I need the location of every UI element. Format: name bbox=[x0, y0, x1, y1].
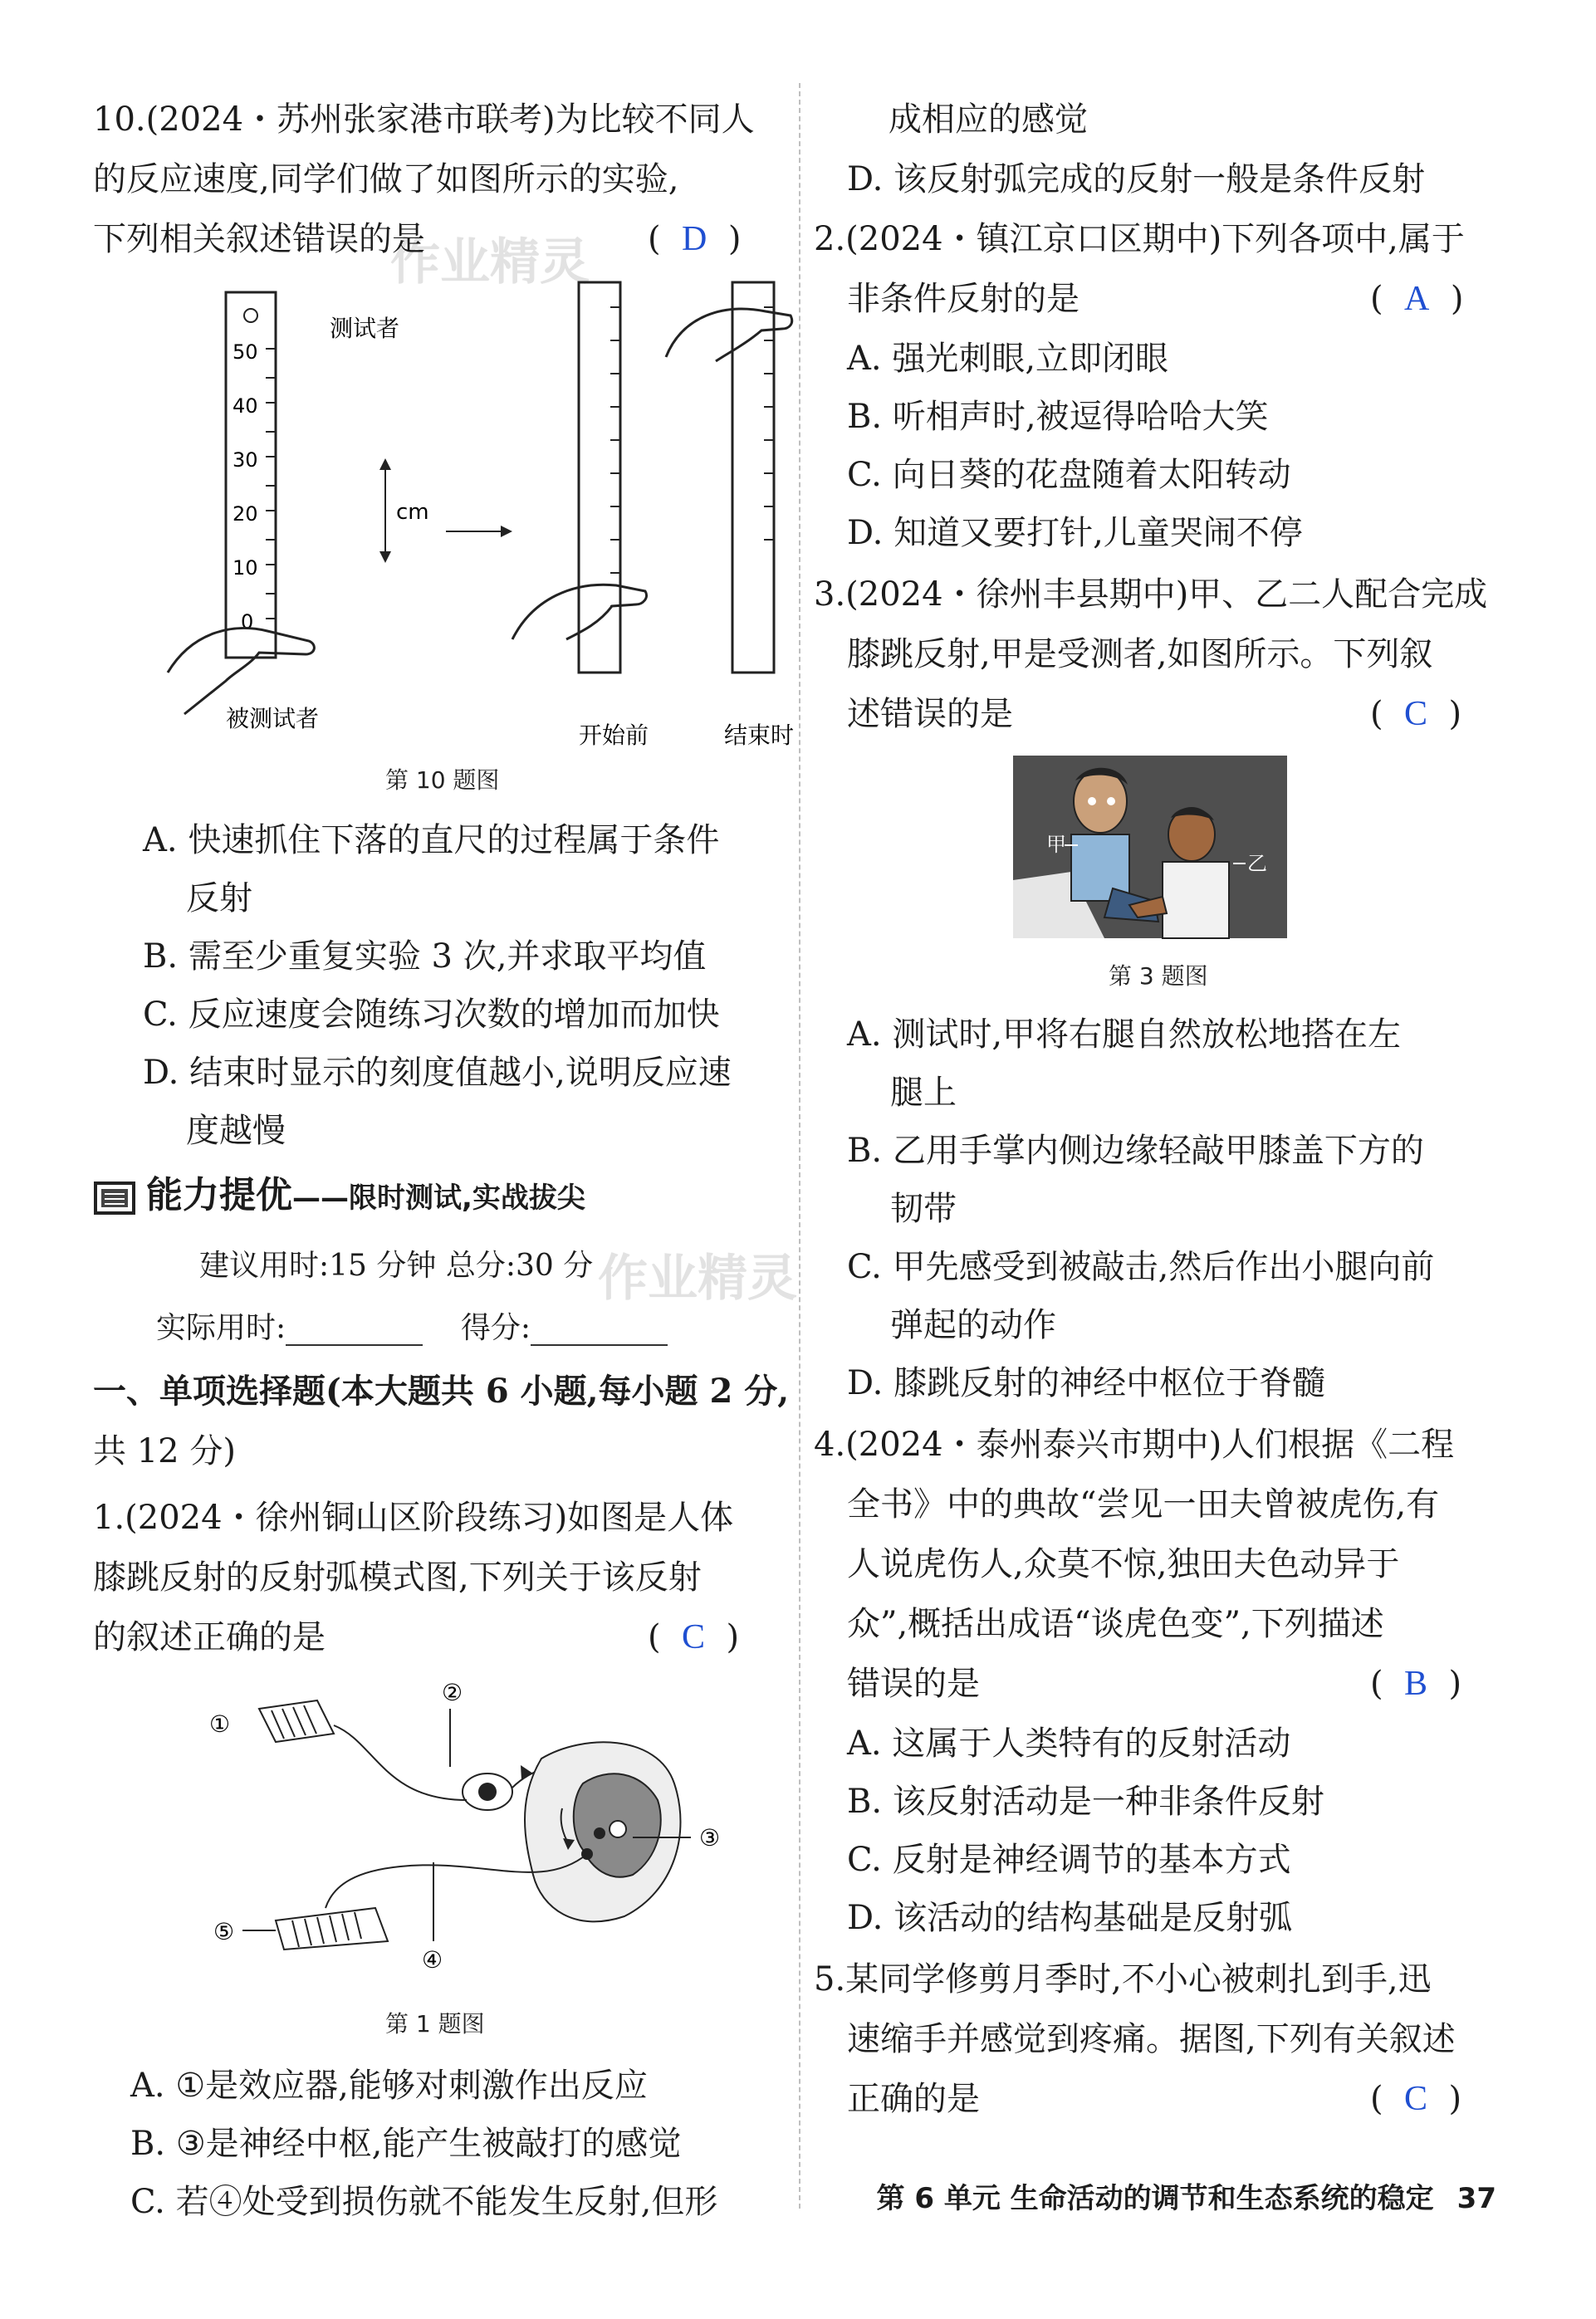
q4-option-d: D. 该活动的结构基础是反射弧 bbox=[847, 1899, 1293, 1937]
q10-option-b: B. 需至少重复实验 3 次,并求取平均值 bbox=[143, 937, 707, 976]
q2-option-b: B. 听相声时,被逗得哈哈大笑 bbox=[847, 398, 1269, 436]
q4-answer: ( B ) bbox=[1370, 1665, 1462, 1703]
q1-option-c: C. 若④处受到损伤就不能发生反射,但形 bbox=[130, 2183, 718, 2221]
label-unit: cm bbox=[396, 500, 429, 525]
q1-option-a: A. ①是效应器,能够对刺激作出反应 bbox=[130, 2067, 648, 2105]
label-before: 开始前 bbox=[579, 722, 649, 749]
q3-caption: 第 3 题图 bbox=[1109, 962, 1208, 990]
q1-answer: ( C ) bbox=[648, 1618, 740, 1656]
q1-line-3: 的叙述正确的是 bbox=[93, 1618, 326, 1656]
q5-line-3: 正确的是 bbox=[847, 2080, 980, 2118]
q2-line-2: 非条件反射的是 bbox=[847, 280, 1080, 318]
tick-label: 10 bbox=[233, 556, 258, 580]
q10-option-d: D. 结束时显示的刻度值越小,说明反应速 bbox=[143, 1054, 732, 1092]
q1-option-b: B. ③是神经中枢,能产生被敲打的感觉 bbox=[130, 2125, 682, 2163]
tick-label: 50 bbox=[233, 340, 258, 364]
q4-line-4: 众”,概括出成语“谈虎色变”,下列描述 bbox=[847, 1605, 1384, 1643]
label-yi: 乙 bbox=[1247, 852, 1267, 875]
label-1: ① bbox=[209, 1710, 231, 1738]
q4-option-a: A. 这属于人类特有的反射活动 bbox=[847, 1725, 1291, 1763]
q3-option-a: A. 测试时,甲将右腿自然放松地搭在左 bbox=[847, 1015, 1402, 1054]
tick-label: 40 bbox=[233, 394, 258, 418]
part-title-line-2: 共 12 分) bbox=[93, 1432, 236, 1470]
section-header bbox=[93, 1174, 585, 1218]
person-jia bbox=[1074, 770, 1127, 833]
effector bbox=[276, 1908, 388, 1950]
page-number: 37 bbox=[1456, 2182, 1496, 2215]
q4-option-c: C. 反射是神经调节的基本方式 bbox=[847, 1841, 1291, 1879]
label-4: ④ bbox=[422, 1946, 443, 1974]
q3-line-2: 膝跳反射,甲是受测者,如图所示。下列叙 bbox=[847, 635, 1433, 673]
label-jia: 甲 bbox=[1046, 833, 1066, 856]
q2-option-a: A. 强光刺眼,立即闭眼 bbox=[847, 340, 1169, 378]
q10-option-a-cont: 反射 bbox=[186, 879, 252, 917]
q1-option-c-cont: 成相应的感觉 bbox=[889, 100, 1088, 139]
tick-label: 30 bbox=[233, 448, 258, 472]
q1-option-d: D. 该反射弧完成的反射一般是条件反射 bbox=[847, 160, 1426, 198]
q1-caption: 第 1 题图 bbox=[385, 2010, 485, 2038]
q3-option-b: B. 乙用手掌内侧边缘轻敲甲膝盖下方的 bbox=[847, 1132, 1424, 1170]
q3-option-a-cont: 腿上 bbox=[890, 1074, 957, 1112]
q5-answer: ( C ) bbox=[1370, 2080, 1462, 2118]
part-title-line-1: 一、单项选择题(本大题共 6 小题,每小题 2 分, bbox=[93, 1372, 790, 1411]
q2-option-c: C. 向日葵的花盘随着太阳转动 bbox=[847, 456, 1291, 494]
q4-line-1: 4.(2024・泰州泰兴市期中)人们根据《二程 bbox=[814, 1426, 1455, 1464]
q10-answer: ( D ) bbox=[648, 220, 742, 258]
label-after: 结束时 bbox=[724, 722, 795, 749]
q5-line-2: 速缩手并感觉到疼痛。据图,下列有关叙述 bbox=[847, 2020, 1456, 2058]
score-blank[interactable] bbox=[531, 1319, 668, 1346]
label-2: ② bbox=[442, 1679, 463, 1706]
q3-answer: ( C ) bbox=[1370, 695, 1462, 733]
label-subject: 被测试者 bbox=[226, 705, 320, 732]
q10-option-a: A. 快速抓住下落的直尺的过程属于条件 bbox=[143, 821, 720, 859]
q2-option-d: D. 知道又要打针,儿童哭闹不停 bbox=[847, 514, 1303, 552]
actual-time-blank[interactable] bbox=[286, 1319, 423, 1346]
tick-label: 0 bbox=[241, 610, 254, 634]
q3-line-3: 述错误的是 bbox=[847, 695, 1013, 733]
tick-label: 20 bbox=[233, 502, 258, 526]
q4-line-5: 错误的是 bbox=[847, 1665, 980, 1703]
label-tester: 测试者 bbox=[330, 315, 400, 342]
section-title: 能力提优 bbox=[146, 1174, 292, 1216]
q3-option-b-cont: 韧带 bbox=[890, 1190, 957, 1228]
q1-line-1: 1.(2024・徐州铜山区阶段练习)如图是人体 bbox=[93, 1499, 734, 1537]
time-line: 建议用时:15 分钟 总分:30 分 bbox=[199, 1249, 594, 1283]
q2-line-1: 2.(2024・镇江京口区期中)下列各项中,属于 bbox=[814, 220, 1465, 258]
q2-answer: ( A ) bbox=[1370, 280, 1464, 318]
q3-option-c: C. 甲先感受到被敲击,然后作出小腿向前 bbox=[847, 1248, 1435, 1286]
footer-unit: 第 6 单元 生命活动的调节和生态系统的稳定 bbox=[876, 2182, 1434, 2215]
q10-option-c: C. 反应速度会随练习次数的增加而加快 bbox=[143, 996, 720, 1034]
section-subtitle: ——限时测试,实战拔尖 bbox=[292, 1182, 585, 1215]
label-5: ⑤ bbox=[213, 1918, 235, 1945]
q3-option-c-cont: 弹起的动作 bbox=[890, 1306, 1056, 1344]
actual-line: 实际用时: 得分: bbox=[156, 1310, 668, 1346]
q1-line-2: 膝跳反射的反射弧模式图,下列关于该反射 bbox=[93, 1558, 702, 1597]
label-3: ③ bbox=[699, 1824, 721, 1852]
q4-line-2: 全书》中的典故“尝见一田夫曾被虎伤,有 bbox=[847, 1485, 1440, 1524]
q4-line-3: 人说虎伤人,众莫不惊,独田夫色动异于 bbox=[847, 1545, 1400, 1583]
notebook-icon bbox=[93, 1181, 138, 1217]
q1-figure bbox=[193, 1676, 721, 1991]
hand-subject bbox=[168, 629, 314, 714]
q10-line-3: 下列相关叙述错误的是 bbox=[93, 220, 425, 258]
watermark: 作业精灵 bbox=[598, 1250, 797, 1308]
q5-line-1: 5.某同学修剪月季时,不小心被刺扎到手,迅 bbox=[814, 1960, 1432, 1999]
q10-option-d-cont: 度越慢 bbox=[186, 1112, 286, 1150]
q10-line-1: 10.(2024・苏州张家港市联考)为比较不同人 bbox=[93, 100, 755, 139]
watermark: 作业精灵 bbox=[390, 233, 590, 291]
q10-line-2: 的反应速度,同学们做了如图所示的实验, bbox=[93, 160, 679, 198]
q10-figure bbox=[135, 282, 795, 749]
page-footer bbox=[877, 2175, 1497, 2216]
receptor bbox=[259, 1700, 334, 1742]
q3-option-d: D. 膝跳反射的神经中枢位于脊髓 bbox=[847, 1364, 1326, 1402]
q4-option-b: B. 该反射活动是一种非条件反射 bbox=[847, 1783, 1324, 1821]
column-divider bbox=[799, 83, 800, 2209]
q3-figure bbox=[1013, 756, 1287, 938]
q10-caption: 第 10 题图 bbox=[385, 766, 500, 794]
q3-line-1: 3.(2024・徐州丰县期中)甲、乙二人配合完成 bbox=[814, 575, 1488, 614]
